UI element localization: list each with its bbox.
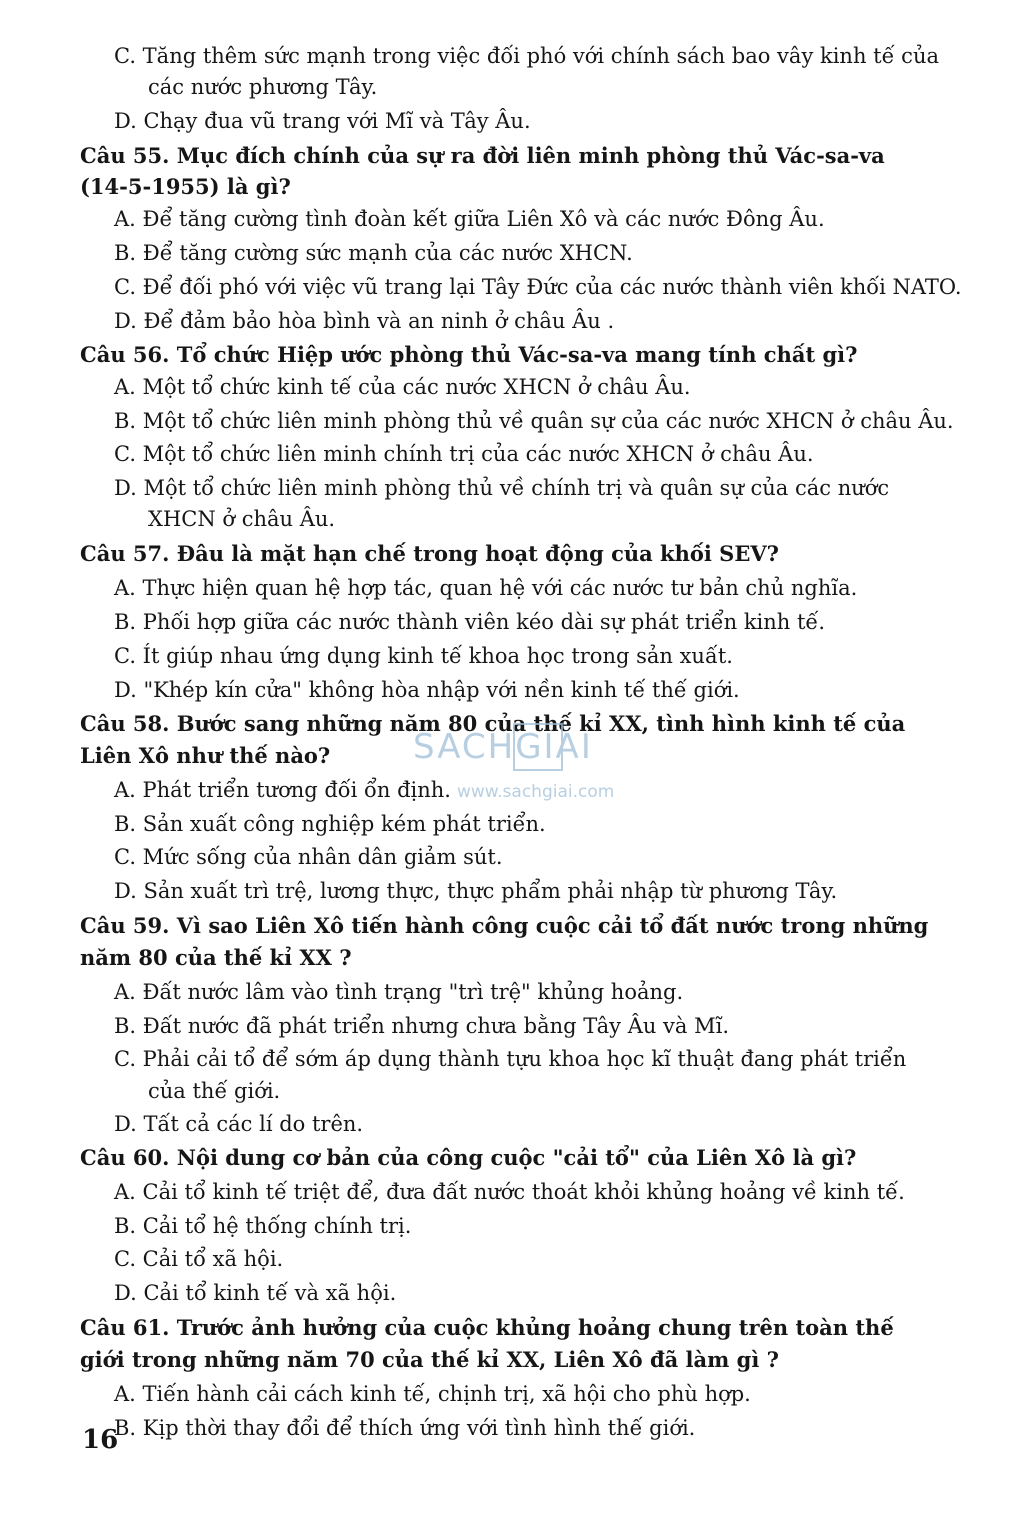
question-61-heading: Câu 61. Trước ảnh hưởng của cuộc khủng hoảng chung trên toàn thế: [80, 1315, 894, 1340]
question-57-option-b: B. Phối hợp giữa các nước thành viên kéo dài sự phát triển kinh tế.: [114, 610, 826, 634]
question-61-option-a: A. Tiến hành cải cách kinh tế, chịnh trị, xã hội cho phù hợp.: [114, 1382, 751, 1406]
question-57-option-c: C. Ít giúp nhau ứng dụng kinh tế khoa học trong sản xuất.: [114, 644, 733, 668]
question-58-heading-continued: Liên Xô như thế nào?: [80, 743, 331, 768]
question-61-option-b: B. Kịp thời thay đổi để thích ứng với tình hình thế giới.: [114, 1416, 696, 1440]
question-59-option-b: B. Đất nước đã phát triển nhưng chưa bằng Tây Âu và Mĩ.: [114, 1014, 730, 1038]
question-59-heading-continued: năm 80 của thế kỉ XX ?: [80, 945, 352, 970]
question-59-option-a: A. Đất nước lâm vào tình trạng "trì trệ" khủng hoảng.: [114, 980, 684, 1004]
option-text-continued: các nước phương Tây.: [148, 75, 378, 99]
question-56-option-d: D. Một tổ chức liên minh phòng thủ về chính trị và quân sự của các nước: [114, 476, 890, 500]
question-57-option-d: D. "Khép kín cửa" không hòa nhập với nền kinh tế thế giới.: [114, 678, 740, 702]
watermark: [395, 727, 625, 807]
question-60-option-d: D. Cải tổ kinh tế và xã hội.: [114, 1281, 397, 1305]
question-60-option-a: A. Cải tổ kinh tế triệt để, đưa đất nước thoát khỏi khủng hoảng về kinh tế.: [114, 1180, 905, 1204]
question-56-heading: Câu 56. Tổ chức Hiệp ước phòng thủ Vác-sa-va mang tính chất gì?: [80, 342, 858, 367]
question-55-option-a: A. Để tăng cường tình đoàn kết giữa Liên Xô và các nước Đông Âu.: [114, 207, 825, 231]
watermark-logo: [413, 727, 593, 767]
question-55-option-d: D. Để đảm bảo hòa bình và an ninh ở châu Âu .: [114, 309, 615, 333]
question-55-option-b: B. Để tăng cường sức mạnh của các nước XHCN.: [114, 241, 633, 265]
question-57-option-a: A. Thực hiện quan hệ hợp tác, quan hệ với các nước tư bản chủ nghĩa.: [114, 576, 858, 600]
watermark-logo-right: GIAI: [515, 727, 593, 767]
option-text: C. Tăng thêm sức mạnh trong việc đối phó với chính sách bao vây kinh tế của: [114, 44, 939, 68]
question-57-heading: Câu 57. Đâu là mặt hạn chế trong hoạt động của khối SEV?: [80, 541, 779, 566]
question-55-option-c: C. Để đối phó với việc vũ trang lại Tây Đức của các nước thành viên khối NATO.: [114, 275, 962, 299]
question-59-option-d: D. Tất cả các lí do trên.: [114, 1112, 364, 1136]
question-55-heading: Câu 55. Mục đích chính của sự ra đời liên minh phòng thủ Vác-sa-va: [80, 143, 885, 168]
watermark-logo-left: SACH: [413, 727, 516, 767]
option-text: D. Chạy đua vũ trang với Mĩ và Tây Âu.: [114, 109, 531, 133]
question-58-option-b: B. Sản xuất công nghiệp kém phát triển.: [114, 812, 546, 836]
question-56-option-b: B. Một tổ chức liên minh phòng thủ về quân sự của các nước XHCN ở châu Âu.: [114, 409, 954, 433]
question-56-option-c: C. Một tổ chức liên minh chính trị của các nước XHCN ở châu Âu.: [114, 442, 814, 466]
question-58-heading: Câu 58. Bước sang những năm 80 của thế kỉ XX, tình hình kinh tế của: [80, 711, 906, 736]
question-55-heading-continued: (14-5-1955) là gì?: [80, 174, 291, 199]
question-56-option-a: A. Một tổ chức kinh tế của các nước XHCN ở châu Âu.: [114, 375, 691, 399]
question-60-option-b: B. Cải tổ hệ thống chính trị.: [114, 1214, 412, 1238]
question-61-heading-continued: giới trong những năm 70 của thế kỉ XX, Liên Xô đã làm gì ?: [80, 1347, 779, 1372]
question-59-heading: Câu 59. Vì sao Liên Xô tiến hành công cuộc cải tổ đất nước trong những: [80, 913, 929, 938]
question-59-option-c: C. Phải cải tổ để sớm áp dụng thành tựu khoa học kĩ thuật đang phát triển: [114, 1047, 907, 1071]
question-59-option-c-continued: của thế giới.: [148, 1079, 281, 1103]
question-58-option-d: D. Sản xuất trì trệ, lương thực, thực phẩm phải nhập từ phương Tây.: [114, 879, 838, 903]
question-60-heading: Câu 60. Nội dung cơ bản của công cuộc "cải tổ" của Liên Xô là gì?: [80, 1145, 857, 1170]
question-58-option-c: C. Mức sống của nhân dân giảm sút.: [114, 845, 503, 869]
watermark-url: www.sachgiai.com: [457, 782, 615, 802]
page-number: 16: [82, 1425, 119, 1455]
question-58-option-a: A. Phát triển tương đối ổn định.: [114, 778, 451, 802]
question-60-option-c: C. Cải tổ xã hội.: [114, 1247, 284, 1271]
question-56-option-d-continued: XHCN ở châu Âu.: [148, 507, 336, 531]
